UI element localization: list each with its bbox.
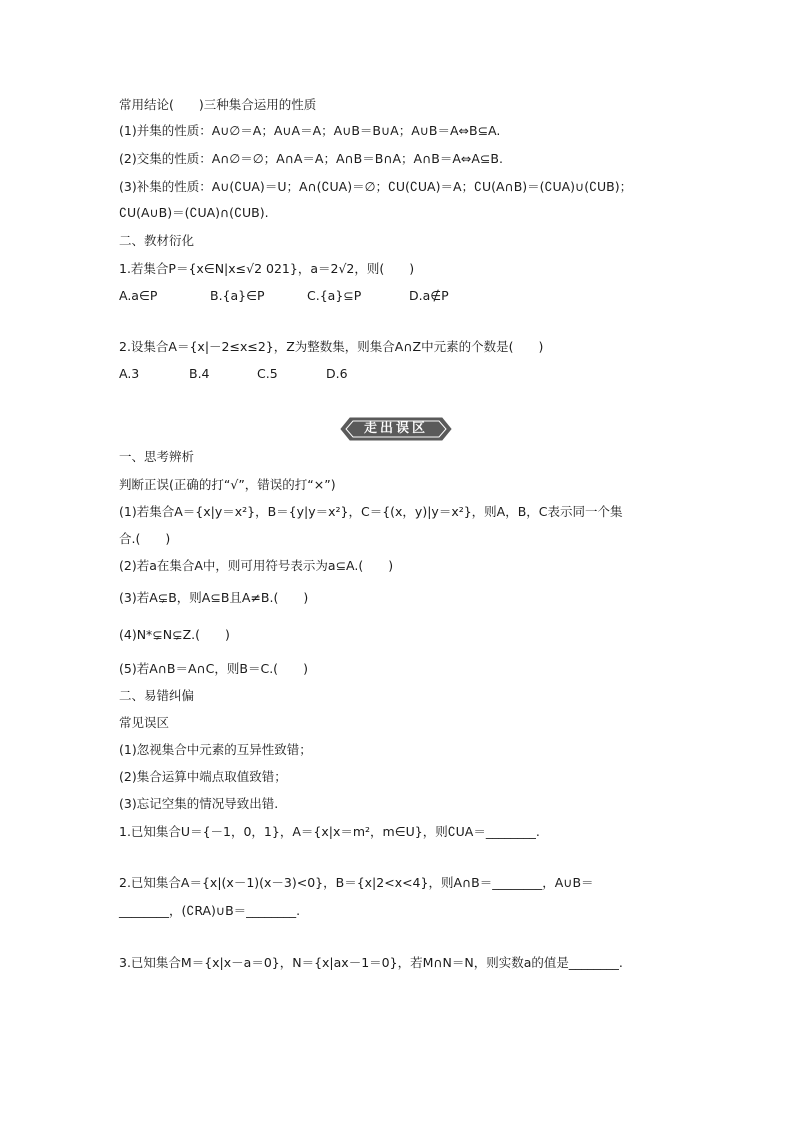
judge-item-5: (5)若A∩B＝A∩C，则B＝C.( ) <box>119 661 308 676</box>
intersection-properties: (2)交集的性质：A∩∅＝∅；A∩A＝A；A∩B＝B∩A；A∩B＝A⇔A⊆B. <box>119 151 503 166</box>
thinking-heading: 一、思考辨析 <box>119 449 195 464</box>
judge-item-3: (3)若A⊊B，则A⊆B且A≠B.( ) <box>119 590 309 605</box>
section-title-conclusions: 常用结论( )三种集合运用的性质 <box>119 97 317 112</box>
common-mistakes-label: 常见误区 <box>119 715 170 730</box>
choice-a: A.a∈P <box>119 288 158 303</box>
mistake-2: (2)集合运算中端点取值致错； <box>119 769 287 784</box>
exercise-1: 1.已知集合U＝{－1，0，1}，A＝{x|x＝m²，m∈U}，则∁UA＝________. <box>119 824 540 839</box>
choice-b: B.{a}∈P <box>210 288 265 303</box>
choice-c: C.{a}⊆P <box>307 288 362 303</box>
complement-properties-cont: ∁U(A∪B)＝(∁UA)∩(∁UB). <box>119 205 269 220</box>
question-1: 1.若集合P＝{x∈N|x≤√2 021}，a＝2√2，则( ) <box>119 261 415 276</box>
choice-c: C.5 <box>257 366 278 381</box>
union-properties: (1)并集的性质：A∪∅＝A；A∪A＝A；A∪B＝B∪A；A∪B＝A⇔B⊆A. <box>119 123 501 138</box>
exercise-3: 3.已知集合M＝{x|x－a＝0}，N＝{x|ax－1＝0}，若M∩N＝N，则实数a的值是________. <box>119 955 623 970</box>
banner-label: 走出误区 <box>363 421 428 436</box>
choice-d: D.a∉P <box>409 288 449 303</box>
judge-item-1: (1)若集合A＝{x|y＝x²}，B＝{y|y＝x²}，C＝{(x，y)|y＝x²}，则A，B，C表示同一个集 <box>119 504 623 519</box>
choice-d: D.6 <box>326 366 348 381</box>
textbook-heading: 二、教材衍化 <box>119 233 195 248</box>
judge-item-1-cont: 合.( ) <box>119 531 171 546</box>
choice-b: B.4 <box>189 366 210 381</box>
section-banner <box>340 417 452 441</box>
exercise-2-cont: ________，(∁RA)∪B＝________. <box>119 903 301 918</box>
question-1-choices <box>119 288 449 303</box>
judge-intro: 判断正误(正确的打“√”，错误的打“×”) <box>119 477 336 492</box>
question-2: 2.设集合A＝{x|－2≤x≤2}，Z为整数集，则集合A∩Z中元素的个数是( ) <box>119 339 544 354</box>
choice-a: A.3 <box>119 366 140 381</box>
complement-properties: (3)补集的性质：A∪(∁UA)＝U；A∩(∁UA)＝∅；∁U(∁UA)＝A；∁U(A∩B)＝(∁UA)∪(∁UB)； <box>119 179 633 194</box>
error-heading: 二、易错纠偏 <box>119 688 195 703</box>
judge-item-4: (4)N*⊊N⊊Z.( ) <box>119 627 230 642</box>
mistake-3: (3)忘记空集的情况导致出错. <box>119 796 279 811</box>
exercise-2: 2.已知集合A＝{x|(x－1)(x－3)<0}，B＝{x|2<x<4}，则A∩B＝________，A∪B＝ <box>119 875 594 890</box>
mistake-1: (1)忽视集合中元素的互异性致错； <box>119 742 312 757</box>
judge-item-2: (2)若a在集合A中，则可用符号表示为a⊆A.( ) <box>119 558 394 573</box>
question-2-choices <box>119 366 348 381</box>
